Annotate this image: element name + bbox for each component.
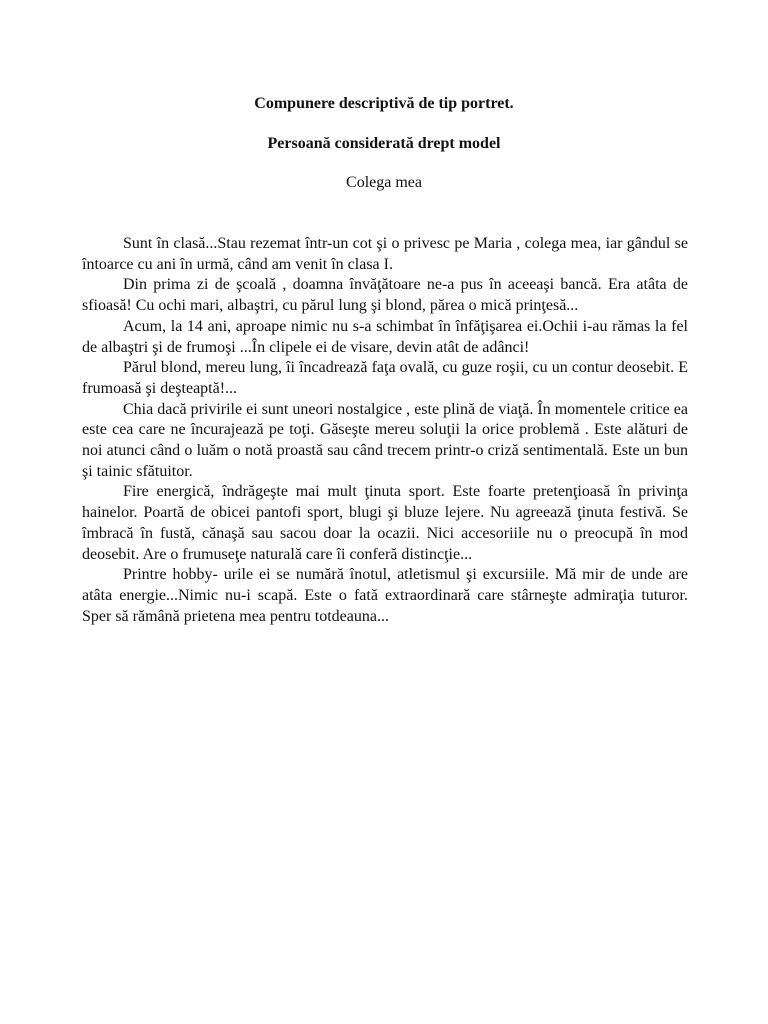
paragraph: Sunt în clasă...Stau rezemat într-un cot şi o privesc pe Maria , colega mea, iar gândul se întoarce cu ani în urmă, când am venit în clasa I. — [82, 235, 688, 273]
paragraph: Printre hobby- urile ei se numără înotul, atletismul şi excursiile. Mă mir de unde are atâta energie...Nimic nu-i scapă. Este o fată extraordinară care stârneşte admiraţia tuturor. Sper să rămână prietena mea pentru totdeauna... — [82, 566, 688, 625]
document-title: Compunere descriptivă de tip portret. — [254, 95, 514, 112]
paragraph: Chia dacă privirile ei sunt uneori nostalgice , este plină de viaţă. În momentele critice ea este cea care ne încurajează pe toţi. Găseşte mereu soluţii la orice problemă . Este alături de noi atunci când o luăm o notă proastă sau când trecem printr-o criză sentimentală. Este un bun şi tainic sfătuitor. — [82, 400, 688, 480]
paragraph: Din prima zi de şcoală , doamna învăţătoare ne-a pus în aceeaşi bancă. Era atâta de sfioasă! Cu ochi mari, albaştri, cu părul lung şi blond, părea o mică prinţesă... — [82, 276, 688, 315]
essay-body — [82, 234, 688, 627]
paragraph: Acum, la 14 ani, aproape nimic nu s-a schimbat în înfăţişarea ei.Ochii i-au rămas la fel de albaştri şi de frumoşi ...În clipele ei de visare, devin atât de adânci! — [82, 317, 688, 356]
document-subtitle: Persoană considerată drept model — [267, 135, 501, 152]
essay-title: Colega mea — [346, 174, 422, 191]
paragraph: Părul blond, mereu lung, îi încadrează faţa ovală, cu guze roşii, cu un contur deosebit. E frumoasă şi deşteaptă!... — [82, 359, 688, 397]
paragraph: Fire energică, îndrăgeşte mai mult ţinuta sport. Este foarte pretenţioasă în privinţa hainelor. Poartă de obicei pantofi sport, blugi şi bluze lejere. Nu agreează ţinuta festivă. Se îmbracă în fustă, cănaşă sau sacou doar la ocazii. Nici accesoriile nu o preocupă în mod deosebit. Are o frumuseţe naturală care îi conferă distincţie... — [82, 483, 688, 563]
